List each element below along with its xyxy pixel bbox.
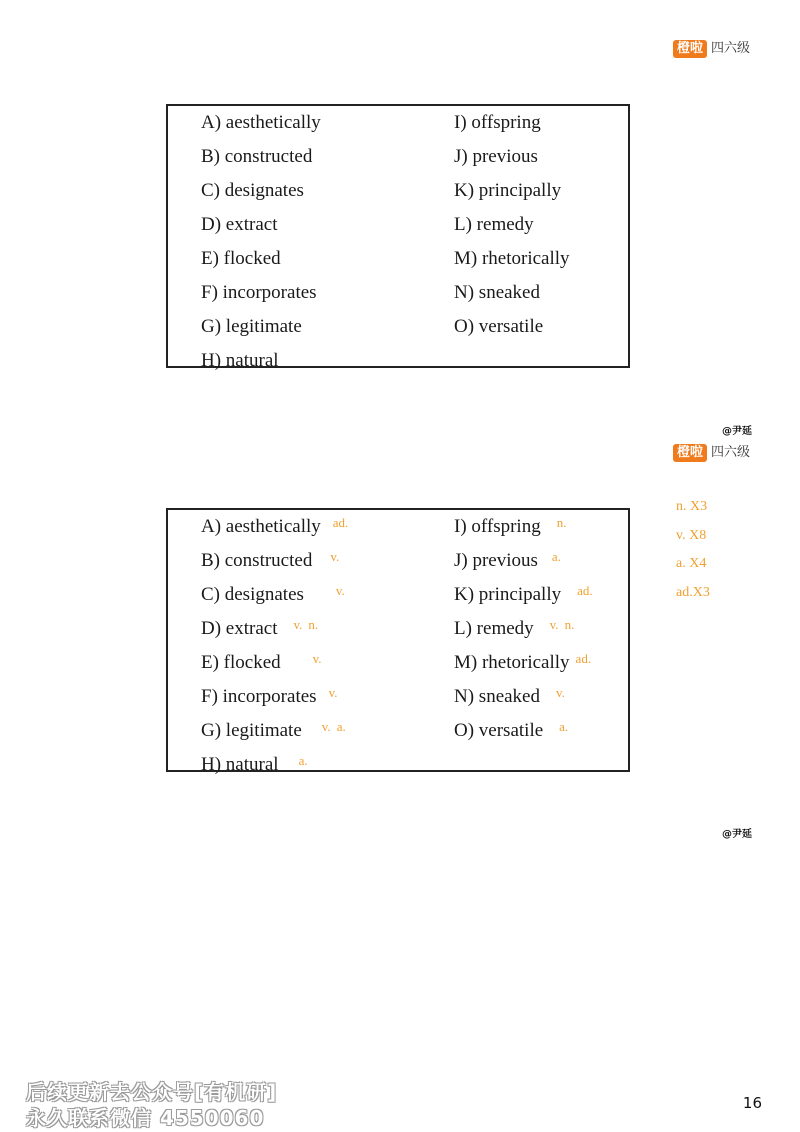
part-of-speech-note: v. <box>328 685 338 700</box>
author-credit: @尹延 <box>722 829 752 840</box>
word-option: M) rhetorically $^{ad.}$ <box>454 651 592 673</box>
part-of-speech-note: v. <box>556 685 565 700</box>
word-option: L) remedy <box>454 214 534 235</box>
word-option: C) designates $^{v.}$ <box>201 583 345 605</box>
part-of-speech-note: ad. <box>332 515 349 530</box>
tally-adjective: a. X4 <box>676 556 707 571</box>
word-option: D) extract $^{v.}$ $^{n.}$ <box>201 617 319 639</box>
part-of-speech-note: n. <box>564 617 575 632</box>
part-of-speech-note: ad. <box>577 583 593 598</box>
author-credit: @尹延 <box>722 426 752 437</box>
word-option: H) natural $^{a.}$ <box>201 753 308 775</box>
word-option: H) natural <box>201 350 279 371</box>
brand-logo-top <box>673 40 750 58</box>
word-option: F) incorporates $^{v.}$ <box>201 685 338 707</box>
word-option: I) offspring $^{n.}$ <box>454 515 567 537</box>
word-bank-left-column <box>201 512 348 784</box>
word-option: A) aesthetically <box>201 112 321 133</box>
part-of-speech-note: a. <box>551 549 561 564</box>
brand-logo-top <box>673 444 750 462</box>
word-option: A) aesthetically $^{ad.}$ <box>201 515 349 537</box>
word-option: K) principally $^{ad.}$ <box>454 583 593 605</box>
brand-logo-badge: 橙啦 <box>673 444 707 462</box>
word-bank-left-column <box>201 108 321 380</box>
part-of-speech-note: ad. <box>575 651 592 666</box>
word-option: G) legitimate <box>201 316 302 337</box>
part-of-speech-note: v. <box>293 617 303 632</box>
word-option: L) remedy $^{v.}$ $^{n.}$ <box>454 617 575 639</box>
tally-noun: n. X3 <box>676 499 708 514</box>
word-option: B) constructed <box>201 146 313 167</box>
brand-logo-text: 四六级 <box>710 41 750 56</box>
word-option: O) versatile $^{a.}$ <box>454 719 569 741</box>
part-of-speech-note: a. <box>336 719 346 734</box>
part-of-speech-note: v. <box>321 719 331 734</box>
part-of-speech-note: v. <box>330 549 340 564</box>
word-option: E) flocked $^{v.}$ <box>201 651 322 673</box>
brand-logo-text: 四六级 <box>710 445 750 460</box>
word-bank-box-1 <box>166 104 630 371</box>
watermark-line-1: 后续更新去公众号[有机研] <box>26 1080 278 1104</box>
word-option: B) constructed $^{v.}$ <box>201 549 340 571</box>
word-option: E) flocked <box>201 248 281 269</box>
word-bank-right-column <box>454 512 593 750</box>
word-option: N) sneaked <box>454 282 540 303</box>
word-bank-right-column <box>454 108 570 346</box>
word-option: M) rhetorically <box>454 248 570 269</box>
part-of-speech-note: v. <box>549 617 559 632</box>
word-option: N) sneaked $^{v.}$ <box>454 685 565 707</box>
word-option: D) extract <box>201 214 278 235</box>
word-option: F) incorporates <box>201 282 317 303</box>
page-number: 16 <box>742 1094 762 1112</box>
part-of-speech-note: n. <box>308 617 319 632</box>
watermark-line-2: 永久联系微信 4550060 <box>26 1106 265 1130</box>
part-of-speech-note: a. <box>559 719 569 734</box>
brand-logo-badge: 橙啦 <box>673 40 707 58</box>
word-option: J) previous $^{a.}$ <box>454 549 561 571</box>
tally-verb: v. X8 <box>676 527 707 543</box>
part-of-speech-note: v. <box>312 651 322 666</box>
word-option: K) principally <box>454 180 562 201</box>
word-option: C) designates <box>201 180 304 201</box>
part-of-speech-note: n. <box>556 515 567 530</box>
part-of-speech-note: v. <box>335 583 345 598</box>
word-option: G) legitimate $^{v.}$ $^{a.}$ <box>201 719 346 741</box>
tally-adverb: ad.X3 <box>676 584 710 600</box>
word-bank-box-2 <box>166 508 630 775</box>
part-of-speech-note: a. <box>298 753 308 768</box>
word-option: I) offspring <box>454 112 541 133</box>
part-of-speech-tally <box>676 497 710 611</box>
word-option: O) versatile <box>454 316 544 337</box>
word-option: J) previous <box>454 146 538 167</box>
